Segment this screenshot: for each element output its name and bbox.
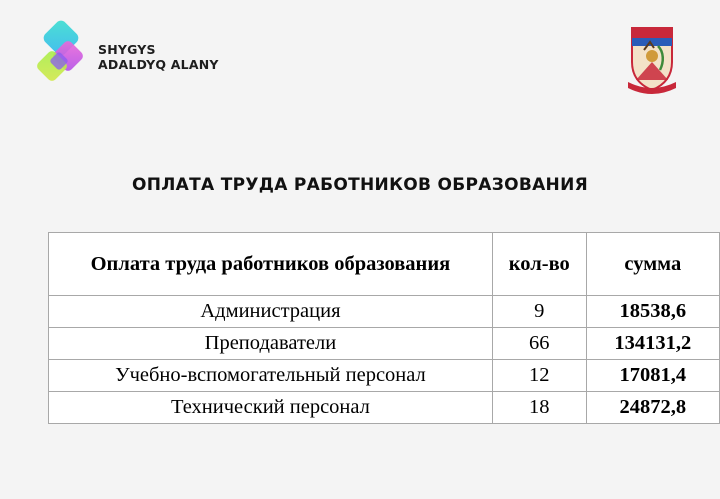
city-coat-of-arms-icon bbox=[624, 22, 680, 96]
page-title: ОПЛАТА ТРУДА РАБОТНИКОВ ОБРАЗОВАНИЯ bbox=[131, 175, 589, 195]
brand-logo bbox=[34, 20, 234, 90]
row-sum: 134131,2 bbox=[586, 328, 719, 360]
row-count: 66 bbox=[492, 328, 586, 360]
header-category: Оплата труда работников образования bbox=[49, 233, 493, 296]
row-category: Учебно-вспомогательный персонал bbox=[49, 360, 493, 392]
header-count: кол-во bbox=[492, 233, 586, 296]
row-count: 18 bbox=[492, 392, 586, 424]
table-header-row bbox=[49, 233, 720, 296]
brand-name-line1: SHYGYS bbox=[98, 42, 156, 57]
brand-name-line2: ADALDYQ ALANY bbox=[98, 57, 219, 72]
table-row bbox=[49, 360, 720, 392]
brand-logo-icon bbox=[34, 20, 92, 90]
header-sum: сумма bbox=[586, 233, 719, 296]
row-count: 12 bbox=[492, 360, 586, 392]
row-category: Администрация bbox=[49, 296, 493, 328]
salary-table bbox=[48, 232, 720, 424]
table-row bbox=[49, 392, 720, 424]
table-row bbox=[49, 328, 720, 360]
row-count: 9 bbox=[492, 296, 586, 328]
row-sum: 24872,8 bbox=[586, 392, 719, 424]
row-sum: 17081,4 bbox=[586, 360, 719, 392]
row-category: Технический персонал bbox=[49, 392, 493, 424]
row-category: Преподаватели bbox=[49, 328, 493, 360]
brand-name bbox=[98, 42, 219, 72]
row-sum: 18538,6 bbox=[586, 296, 719, 328]
table-row bbox=[49, 296, 720, 328]
